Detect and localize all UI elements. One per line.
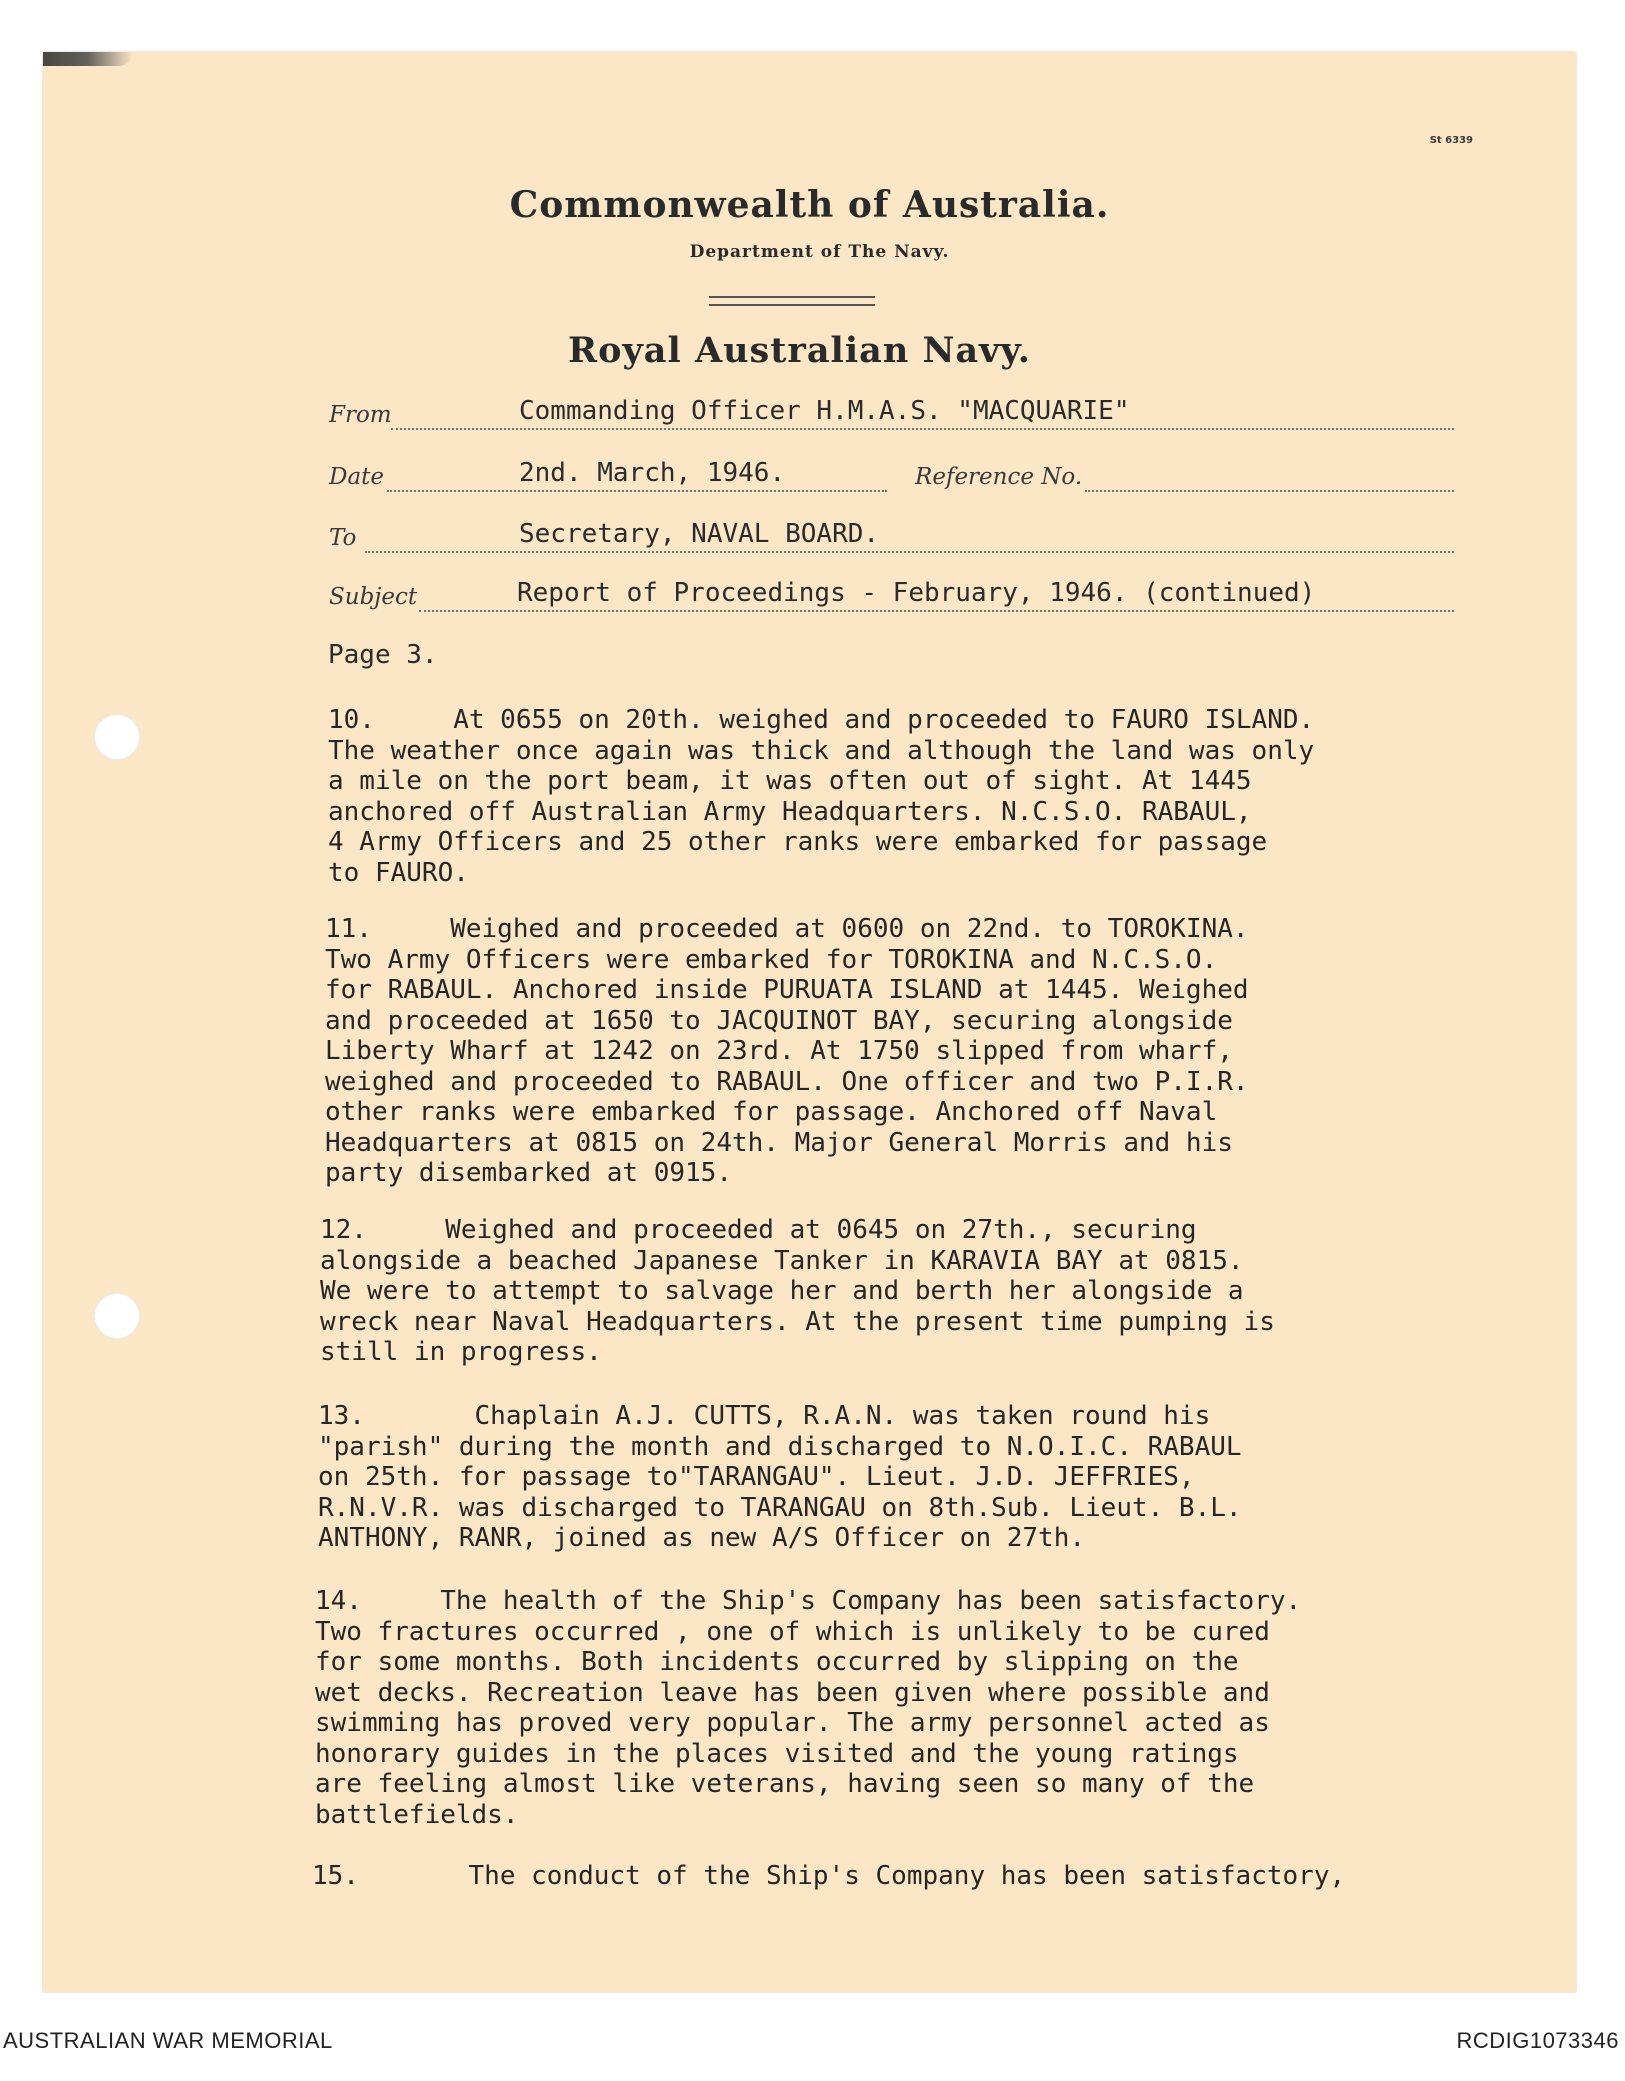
field-from-value: Commanding Officer H.M.A.S. "MACQUARIE": [519, 396, 1130, 426]
field-reference-label: Reference No.: [915, 464, 1083, 490]
paragraph-15: 15. The conduct of the Ship's Company has been satisfactory,: [312, 1861, 1346, 1891]
paragraph-13: 13. Chaplain A.J. CUTTS, R.A.N. was taken round his "parish" during the month and discharged to N.O.I.C. RABAUL on 25th. for passage to"TARANGAU". Lieut. J.D. JEFFRIES, R.N.V.R. was discharged to TARANGAU on 8th.Sub. Lieut. B.L. ANTHONY, RANR, joined as new A/S Officer on 27th.: [318, 1401, 1242, 1553]
field-date-value: 2nd. March, 1946.: [519, 458, 786, 488]
field-reference-line: [1085, 490, 1454, 492]
footer-archive-name: AUSTRALIAN WAR MEMORIAL: [3, 2028, 333, 2053]
form-code: St 6339: [1429, 135, 1473, 146]
field-from-label: From: [329, 402, 392, 428]
field-subject-value: Report of Proceedings - February, 1946. (continued): [517, 578, 1316, 608]
paragraph-14: 14. The health of the Ship's Company has been satisfactory. Two fractures occurred , one of which is unlikely to be cured for some months. Both incidents occurred by slipping on the wet decks. Recreation leave has been given where possible and swimming has proved very popular. The army personnel acted as honorary guides in the places visited and the young ratings are feeling almost like veterans, having seen so many of the battlefields.: [315, 1586, 1302, 1830]
field-subject: [329, 576, 1454, 612]
footer-record-id: RCDIG1073346: [1456, 2028, 1619, 2053]
punch-hole-top: [94, 714, 140, 760]
paragraph-12: 12. Weighed and proceeded at 0645 on 27th., securing alongside a beached Japanese Tanker in KARAVIA BAY at 0815. We were to attempt to salvage her and berth her alongside a wreck near Naval Headquarters. At the present time pumping is still in progress.: [320, 1215, 1275, 1367]
field-to-line: [365, 551, 1454, 553]
field-subject-line: [419, 610, 1454, 612]
field-date-label: Date: [329, 464, 385, 490]
field-date: [329, 456, 1454, 492]
header-department: Department of The Navy.: [689, 242, 950, 262]
document-page: [43, 52, 1576, 1992]
corner-tape-mark: [43, 52, 133, 66]
paragraph-10: 10. At 0655 on 20th. weighed and proceeded to FAURO ISLAND. The weather once again was thick and although the land was only a mile on the port beam, it was often out of sight. At 1445 anchored off Australian Army Headquarters. N.C.S.O. RABAUL, 4 Army Officers and 25 other ranks were embarked for passage to FAURO.: [328, 705, 1315, 888]
header-ran: Royal Australian Navy.: [568, 330, 1031, 371]
field-to-label: To: [329, 525, 357, 551]
field-from: [329, 394, 1454, 430]
paragraph-11: 11. Weighed and proceeded at 0600 on 22nd. to TOROKINA. Two Army Officers were embarked for TOROKINA and N.C.S.O. for RABAUL. Anchored inside PURUATA ISLAND at 1445. Weighed and proceeded at 1650 to JACQUINOT BAY, securing alongside Liberty Wharf at 1242 on 23rd. At 1750 slipped from wharf, weighed and proceeded to RABAUL. One officer and two P.I.R. other ranks were embarked for passage. Anchored off Naval Headquarters at 0815 on 24th. Major General Morris and his party disembarked at 0915.: [325, 914, 1249, 1188]
field-to: [329, 517, 1454, 553]
field-date-line: [387, 490, 887, 492]
field-subject-label: Subject: [329, 584, 418, 610]
field-from-line: [391, 428, 1454, 430]
page-number: Page 3.: [328, 640, 438, 670]
header-commonwealth: Commonwealth of Australia.: [509, 184, 1110, 226]
field-to-value: Secretary, NAVAL BOARD.: [519, 519, 880, 549]
punch-hole-bottom: [94, 1293, 140, 1339]
header-divider: [709, 296, 875, 306]
